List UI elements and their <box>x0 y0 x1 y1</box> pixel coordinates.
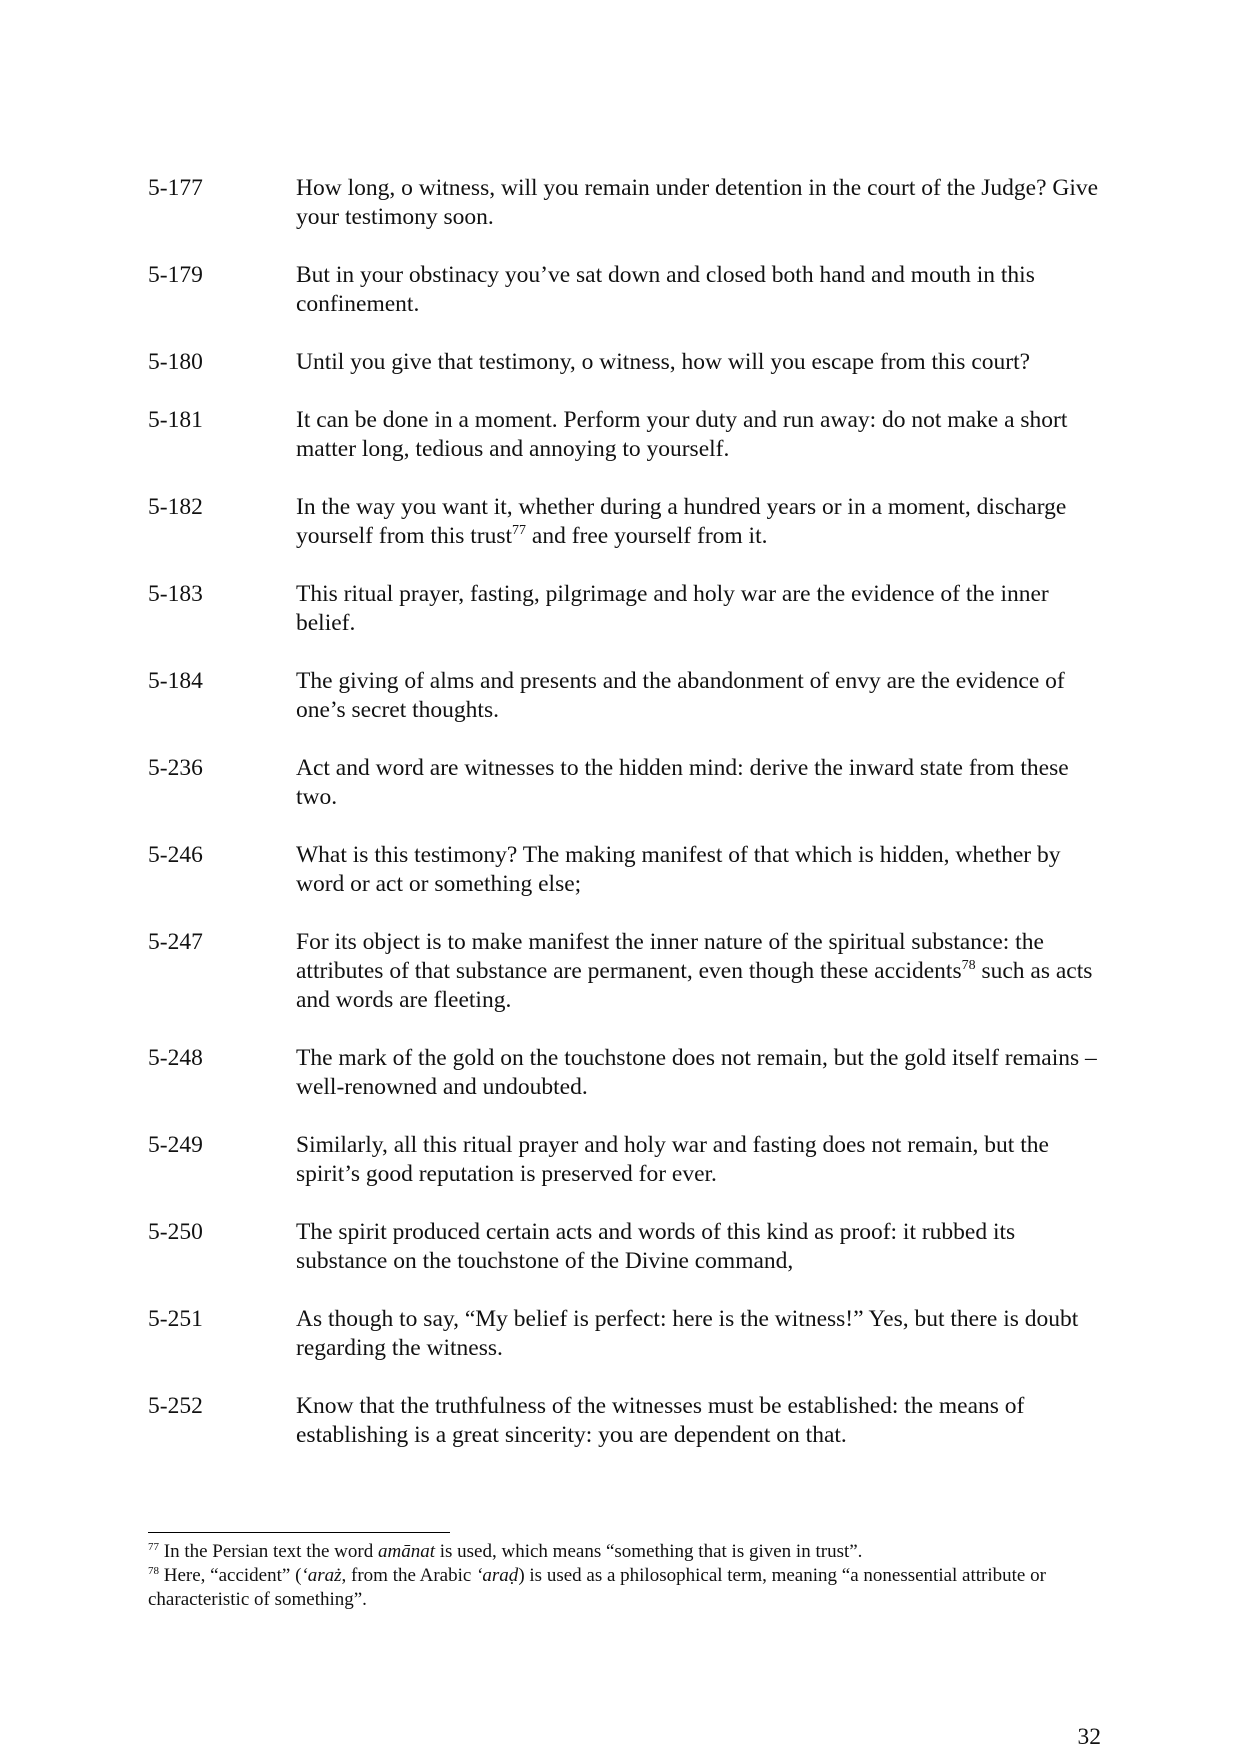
verse-item <box>148 261 1100 319</box>
verse-number: 5-179 <box>148 262 203 288</box>
verse-text: As though to say, “My belief is perfect: here is the witness!” Yes, but there is doubt regarding the witness. <box>296 1306 1079 1361</box>
verse-item <box>148 1044 1100 1102</box>
verse-number: 5-180 <box>148 349 203 375</box>
verse-text <box>296 493 1100 551</box>
footnote-text: is used, which means “something that is given in trust”. <box>434 1541 863 1562</box>
footnote-divider <box>148 1532 450 1533</box>
verse-text: But in your obstinacy you’ve sat down and closed both hand and mouth in this confinement. <box>296 262 1035 317</box>
verse-text-part: In the way you want it, whether during a hundred years or in a moment, discharge yourself from this trust <box>296 494 1067 549</box>
verse-item <box>148 754 1100 812</box>
footnote-term: ‘araḍ <box>476 1565 519 1586</box>
verse-text: Act and word are witnesses to the hidden mind: derive the inward state from these two. <box>296 755 1069 810</box>
footnote-mark: 77 <box>148 1541 159 1553</box>
verse-number: 5-248 <box>148 1045 203 1071</box>
verse-text <box>296 928 1100 1015</box>
page-number: 32 <box>1077 1724 1101 1750</box>
verse-item <box>148 406 1100 464</box>
verse-list <box>148 174 1100 1479</box>
verse-number: 5-252 <box>148 1393 203 1419</box>
verse-number: 5-251 <box>148 1306 203 1332</box>
footnote-77 <box>148 1540 1100 1564</box>
verse-item <box>148 1218 1100 1276</box>
verse-text: How long, o witness, will you remain under detention in the court of the Judge? Give your testimony soon. <box>296 175 1099 230</box>
verse-item <box>148 348 1100 377</box>
footnote-mark: 78 <box>148 1565 159 1577</box>
verse-item <box>148 493 1100 551</box>
footnote-ref-77[interactable]: 77 <box>512 523 527 538</box>
footnote-term: ‘araż <box>301 1565 342 1586</box>
verse-text-part: and free yourself from it. <box>526 523 768 549</box>
footnote-term: amānat <box>377 1541 435 1562</box>
verse-number: 5-182 <box>148 494 203 520</box>
verse-text: Similarly, all this ritual prayer and holy war and fasting does not remain, but the spirit’s good reputation is preserved for ever. <box>296 1132 1049 1187</box>
verse-text: The spirit produced certain acts and words of this kind as proof: it rubbed its substance on the touchstone of the Divine command, <box>296 1219 1016 1274</box>
verse-item <box>148 1392 1100 1450</box>
verse-item <box>148 1131 1100 1189</box>
footnote-text: In the Persian text the word <box>159 1541 378 1562</box>
verse-text: This ritual prayer, fasting, pilgrimage and holy war are the evidence of the inner belief. <box>296 581 1049 636</box>
verse-number: 5-184 <box>148 668 203 694</box>
footnote-text: , from the Arabic <box>341 1565 477 1586</box>
verse-item <box>148 841 1100 899</box>
footnote-text: ) is used as a philosophical term, meaning “a nonessential attribute or characteristic of something”. <box>148 1565 1046 1610</box>
footnotes <box>148 1540 1100 1612</box>
verse-number: 5-183 <box>148 581 203 607</box>
footnote-text: Here, “accident” ( <box>159 1565 302 1586</box>
verse-number: 5-247 <box>148 929 203 955</box>
verse-number: 5-236 <box>148 755 203 781</box>
verse-text: The giving of alms and presents and the abandonment of envy are the evidence of one’s secret thoughts. <box>296 668 1065 723</box>
verse-number: 5-177 <box>148 175 203 201</box>
verse-number: 5-246 <box>148 842 203 868</box>
verse-number: 5-249 <box>148 1132 203 1158</box>
verse-number: 5-250 <box>148 1219 203 1245</box>
verse-text: The mark of the gold on the touchstone does not remain, but the gold itself remains –well-renowned and undoubted. <box>296 1045 1097 1100</box>
verse-text: It can be done in a moment. Perform your duty and run away: do not make a short matter long, tedious and annoying to yourself. <box>296 407 1068 462</box>
verse-text: Know that the truthfulness of the witnesses must be established: the means of establishing is a great sincerity: you are dependent on that. <box>296 1393 1025 1448</box>
verse-text-part: such as acts and words are fleeting. <box>296 958 1093 1013</box>
verse-item <box>148 667 1100 725</box>
verse-item <box>148 928 1100 1015</box>
footnote-78 <box>148 1564 1100 1612</box>
verse-text: What is this testimony? The making manifest of that which is hidden, whether by word or act or something else; <box>296 842 1061 897</box>
footnote-ref-78[interactable]: 78 <box>961 958 976 973</box>
verse-number: 5-181 <box>148 407 203 433</box>
verse-item <box>148 174 1100 232</box>
verse-item <box>148 1305 1100 1363</box>
verse-text: Until you give that testimony, o witness, how will you escape from this court? <box>296 349 1031 375</box>
verse-text-part: For its object is to make manifest the inner nature of the spiritual substance: the attributes of that substance are permanent, even though these accidents <box>296 929 1044 984</box>
verse-item <box>148 580 1100 638</box>
